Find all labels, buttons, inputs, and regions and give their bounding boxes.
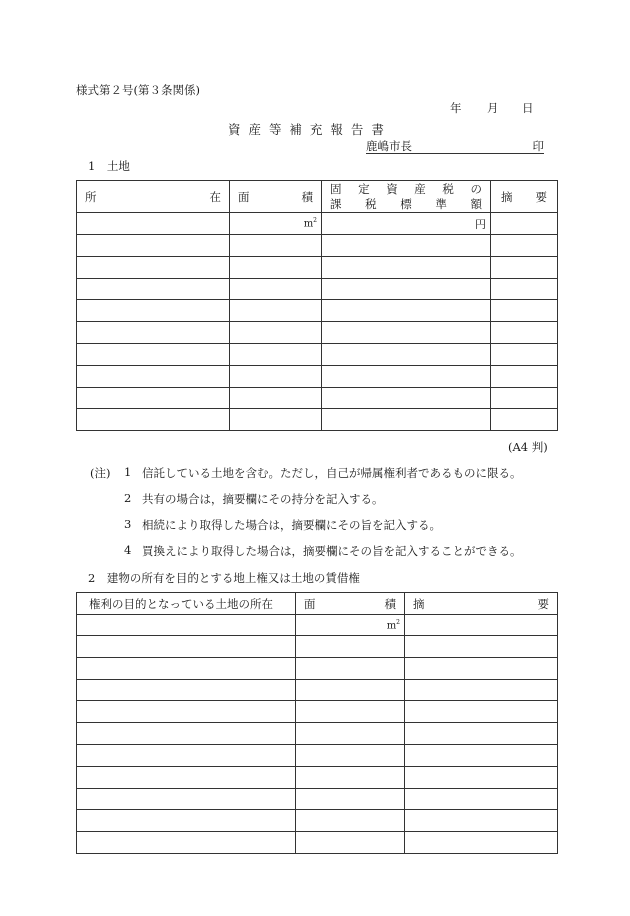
area-cell[interactable]	[296, 766, 405, 788]
location-cell[interactable]	[77, 322, 230, 344]
location-cell[interactable]	[77, 213, 230, 235]
land-location-cell[interactable]	[77, 788, 296, 810]
leasehold-table-header-row	[77, 593, 558, 615]
header-location	[77, 181, 230, 213]
area-cell[interactable]	[230, 343, 322, 365]
table-row	[77, 365, 558, 387]
header-area	[296, 593, 405, 615]
area-cell[interactable]	[230, 300, 322, 322]
remarks-cell[interactable]	[491, 322, 558, 344]
remarks-cell[interactable]	[491, 365, 558, 387]
remarks-cell[interactable]	[491, 256, 558, 278]
tax-cell[interactable]	[322, 365, 491, 387]
area-cell[interactable]	[296, 788, 405, 810]
location-cell[interactable]	[77, 278, 230, 300]
note-number: 2	[124, 491, 132, 505]
section1-title: 1 土地	[88, 159, 130, 173]
remarks-cell[interactable]	[405, 810, 558, 832]
table-row	[77, 235, 558, 257]
note-number: 4	[124, 543, 132, 557]
addressee-line	[366, 138, 544, 154]
header-tax-char: 税	[365, 196, 377, 211]
area-cell[interactable]	[296, 701, 405, 723]
table-row	[77, 810, 558, 832]
land-location-cell[interactable]	[77, 810, 296, 832]
header-area-char: 積	[301, 189, 313, 204]
document-title: 資 産 等 補 充 報 告 書	[228, 122, 386, 137]
note-number: 1	[124, 465, 132, 479]
header-tax-char: 資	[386, 181, 398, 196]
remarks-cell[interactable]	[491, 235, 558, 257]
header-area	[230, 181, 322, 213]
tax-cell[interactable]	[322, 387, 491, 409]
date-day: 日	[522, 101, 534, 115]
remarks-cell[interactable]	[405, 832, 558, 854]
header-location-char: 在	[209, 189, 221, 204]
table-row	[77, 343, 558, 365]
tax-cell[interactable]	[322, 343, 491, 365]
header-remarks-char: 要	[535, 189, 547, 204]
header-tax-char: 標	[400, 196, 412, 211]
tax-cell[interactable]	[322, 235, 491, 257]
area-cell[interactable]	[296, 679, 405, 701]
section2-title: 2 建物の所有を目的とする地上権又は土地の賃借権	[88, 571, 360, 585]
header-remarks-char: 要	[537, 596, 549, 611]
header-location-char: 所	[85, 189, 97, 204]
notes-prefix: (注)	[90, 466, 111, 480]
header-remarks-char: 摘	[501, 189, 513, 204]
table-row	[77, 766, 558, 788]
header-tax-line1	[322, 182, 490, 197]
land-location-cell[interactable]	[77, 723, 296, 745]
remarks-cell[interactable]	[491, 213, 558, 235]
remarks-cell[interactable]	[405, 723, 558, 745]
land-location-cell[interactable]	[77, 744, 296, 766]
area-cell[interactable]	[230, 235, 322, 257]
land-location-cell[interactable]	[77, 766, 296, 788]
header-area-char: 面	[238, 189, 250, 204]
header-area-char: 面	[304, 596, 316, 611]
header-tax-line2	[322, 197, 490, 212]
unit-yen: 円	[475, 217, 486, 231]
table-row	[77, 832, 558, 854]
land-table-header-row	[77, 181, 558, 213]
table-row	[77, 278, 558, 300]
tax-cell[interactable]	[322, 409, 491, 431]
remarks-cell[interactable]	[491, 343, 558, 365]
area-cell[interactable]	[296, 744, 405, 766]
header-remarks	[491, 181, 558, 213]
header-area-char: 積	[384, 596, 396, 611]
location-cell[interactable]	[77, 387, 230, 409]
unit-area-sup: 2	[396, 618, 400, 626]
note-text: 買換えにより取得した場合は，摘要欄にその旨を記入することができる。	[142, 544, 522, 558]
area-cell[interactable]	[296, 832, 405, 854]
land-location-cell[interactable]	[77, 657, 296, 679]
area-cell[interactable]	[296, 657, 405, 679]
leasehold-table	[76, 592, 558, 854]
header-tax-char: の	[470, 181, 482, 196]
table-row	[77, 213, 558, 235]
note-text: 共有の場合は，摘要欄にその持分を記入する。	[142, 492, 384, 506]
header-tax-char: 産	[414, 181, 426, 196]
area-cell[interactable]	[230, 387, 322, 409]
tax-cell[interactable]	[322, 256, 491, 278]
remarks-cell[interactable]	[405, 636, 558, 658]
remarks-cell[interactable]	[405, 657, 558, 679]
form-label: 様式第２号(第３条関係)	[76, 83, 200, 97]
table-row	[77, 300, 558, 322]
land-location-cell[interactable]	[77, 701, 296, 723]
land-location-cell[interactable]	[77, 636, 296, 658]
location-cell[interactable]	[77, 343, 230, 365]
location-cell[interactable]	[77, 256, 230, 278]
area-cell[interactable]	[296, 723, 405, 745]
location-cell[interactable]	[77, 300, 230, 322]
tax-cell[interactable]	[322, 278, 491, 300]
land-location-cell[interactable]	[77, 832, 296, 854]
header-tax-char: 税	[442, 181, 454, 196]
table-row	[77, 788, 558, 810]
tax-cell[interactable]	[322, 213, 491, 235]
header-land-location: 権利の目的となっている土地の所在	[77, 593, 296, 615]
table-row	[77, 657, 558, 679]
area-cell[interactable]	[230, 278, 322, 300]
table-row	[77, 387, 558, 409]
area-cell[interactable]	[296, 615, 405, 636]
area-cell[interactable]	[296, 636, 405, 658]
table-row	[77, 256, 558, 278]
remarks-cell[interactable]	[405, 766, 558, 788]
header-tax-char: 準	[435, 196, 447, 211]
land-table	[76, 180, 558, 431]
seal-mark: 印	[532, 139, 544, 153]
note-text: 信託している土地を含む。ただし，自己が帰属権利者であるものに限る。	[142, 466, 522, 480]
header-tax-char: 固	[330, 181, 342, 196]
area-cell[interactable]	[296, 810, 405, 832]
unit-area-sup: 2	[313, 217, 317, 225]
header-tax-char: 額	[470, 196, 482, 211]
remarks-cell[interactable]	[491, 409, 558, 431]
table-row	[77, 744, 558, 766]
location-cell[interactable]	[77, 365, 230, 387]
paper-size-label: (A4 判)	[508, 440, 548, 454]
note-text: 相続により取得した場合は，摘要欄にその旨を記入する。	[142, 518, 441, 532]
date-year: 年	[450, 101, 462, 115]
header-tax-char: 定	[358, 181, 370, 196]
remarks-cell[interactable]	[491, 278, 558, 300]
header-tax-char: 課	[330, 196, 342, 211]
remarks-cell[interactable]	[405, 701, 558, 723]
tax-cell[interactable]	[322, 300, 491, 322]
location-cell[interactable]	[77, 235, 230, 257]
area-cell[interactable]	[230, 322, 322, 344]
remarks-cell[interactable]	[405, 788, 558, 810]
header-remarks	[405, 593, 558, 615]
remarks-cell[interactable]	[491, 387, 558, 409]
table-row	[77, 701, 558, 723]
note-number: 3	[124, 517, 132, 531]
table-row	[77, 615, 558, 636]
remarks-cell[interactable]	[405, 744, 558, 766]
land-location-cell[interactable]	[77, 679, 296, 701]
table-row	[77, 409, 558, 431]
unit-area: m	[303, 218, 314, 230]
table-row	[77, 679, 558, 701]
remarks-cell[interactable]	[405, 679, 558, 701]
remarks-cell[interactable]	[491, 300, 558, 322]
table-row	[77, 322, 558, 344]
remarks-cell[interactable]	[405, 615, 558, 636]
area-cell[interactable]	[230, 409, 322, 431]
area-cell[interactable]	[230, 256, 322, 278]
area-cell[interactable]	[230, 365, 322, 387]
tax-cell[interactable]	[322, 322, 491, 344]
location-cell[interactable]	[77, 409, 230, 431]
table-row	[77, 636, 558, 658]
land-location-cell[interactable]	[77, 615, 296, 636]
table-row	[77, 723, 558, 745]
date-month: 月	[487, 101, 499, 115]
header-tax-base	[322, 181, 491, 213]
addressee: 鹿嶋市長	[366, 139, 412, 153]
header-remarks-char: 摘	[413, 596, 425, 611]
area-cell[interactable]	[230, 213, 322, 235]
unit-area: m	[386, 620, 397, 632]
